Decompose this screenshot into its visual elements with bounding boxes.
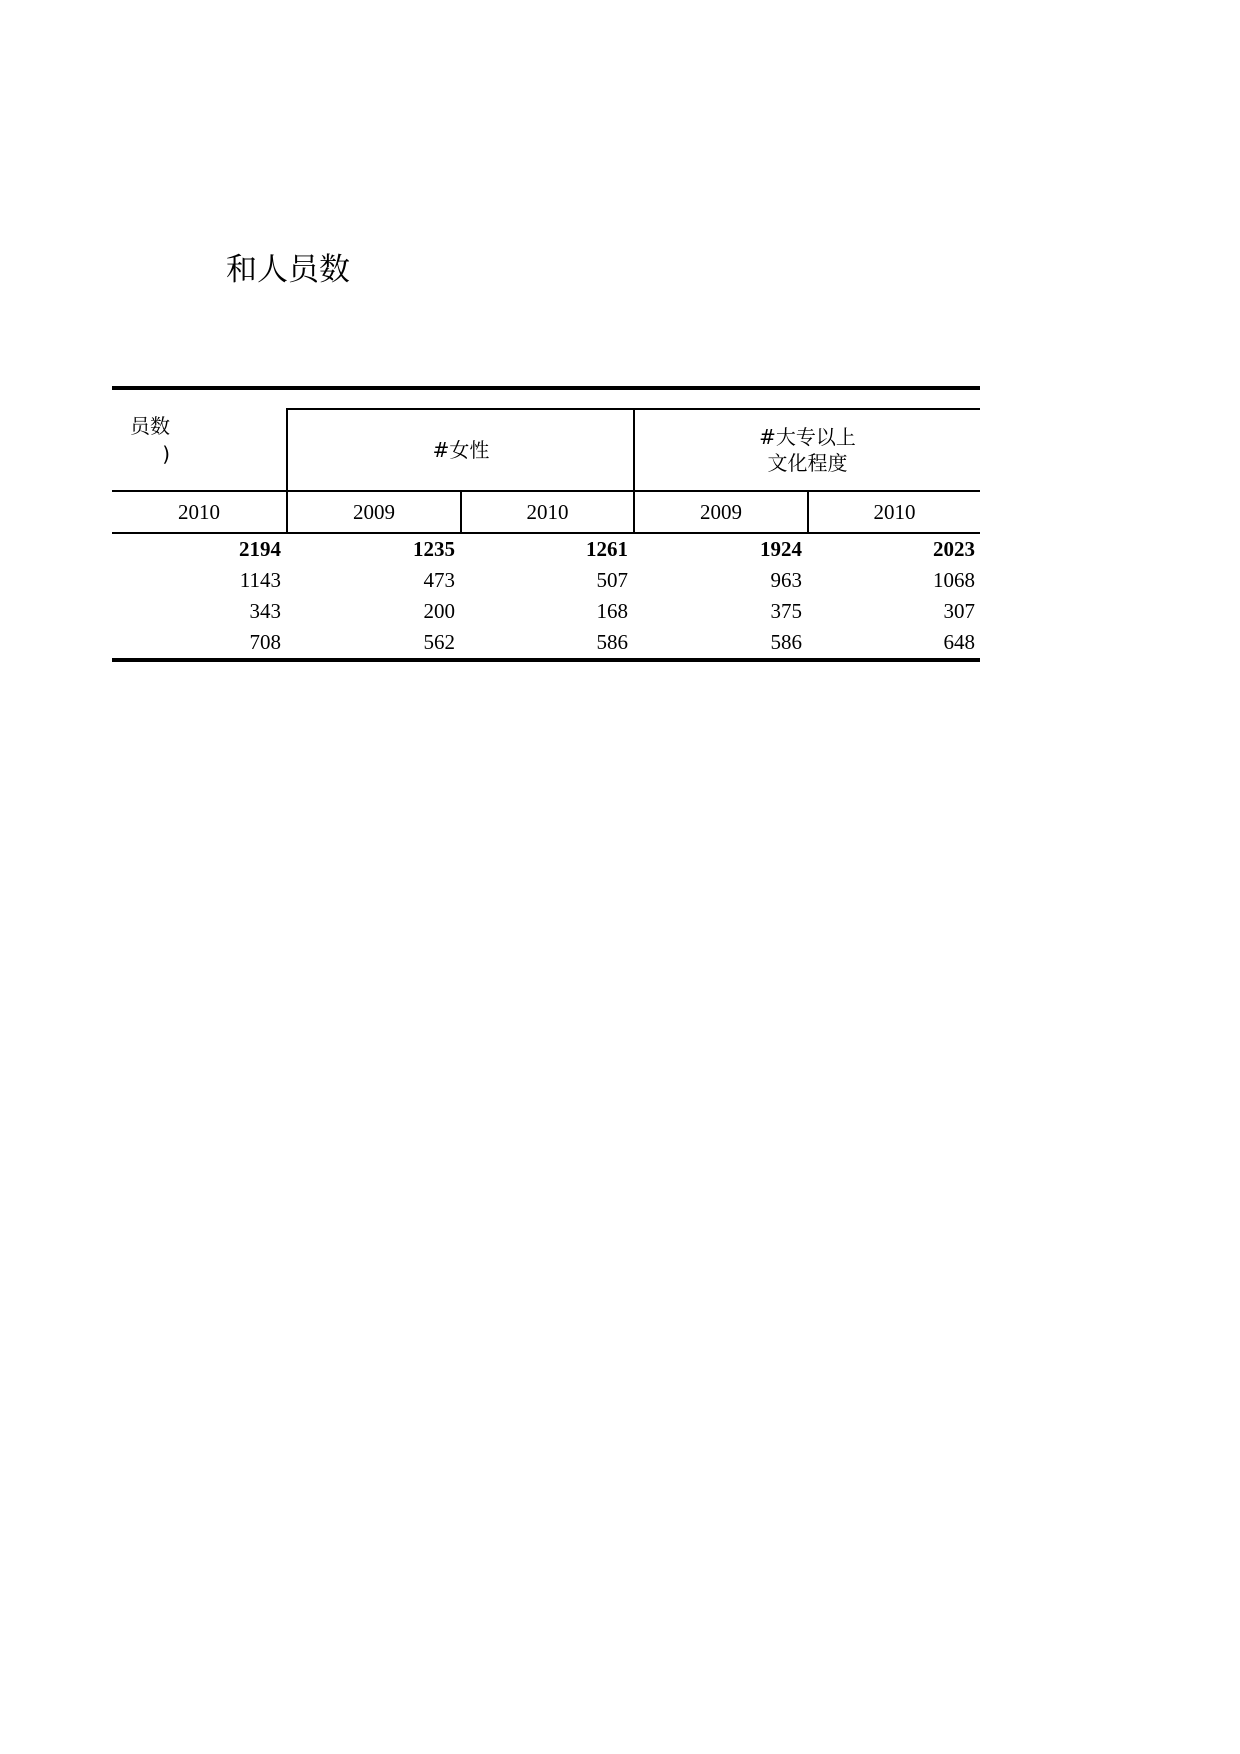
bottom-rule [112, 658, 980, 662]
top-rule [112, 386, 980, 390]
table-cell: 168 [596, 599, 628, 623]
table-cell: 1235 [413, 537, 455, 561]
table-cell: 2194 [239, 537, 281, 561]
header-college-line2: 文化程度 [767, 451, 848, 475]
table-cell: 963 [770, 568, 802, 592]
table-cell: 2023 [933, 537, 975, 561]
table-cell: 200 [423, 599, 455, 623]
year-header-row [112, 490, 980, 534]
table-cell: 307 [943, 599, 975, 623]
year-cell: 2010 [178, 500, 220, 524]
table-title-text: 和人员数 [226, 252, 350, 288]
header-total-staff-line1: 员数 [130, 414, 170, 438]
year-cell: 2010 [460, 492, 633, 532]
table-cell: 708 [249, 630, 281, 654]
table-cell: 1068 [933, 568, 975, 592]
table-cell: 586 [596, 630, 628, 654]
table-cell: 1261 [586, 537, 628, 561]
header-total-staff-line2: ) [162, 442, 170, 466]
year-cell: 2009 [286, 492, 460, 532]
header-college-line1: #大专以上 [759, 425, 856, 449]
header-college [633, 408, 980, 490]
table-row [112, 596, 980, 627]
table-row [112, 627, 980, 658]
table-title [102, 248, 362, 292]
table-cell: 507 [596, 568, 628, 592]
year-cell: 2009 [633, 492, 807, 532]
table-cell: 648 [943, 630, 975, 654]
table-cell: 562 [423, 630, 455, 654]
header-total-staff [102, 410, 286, 490]
table-cell: 1143 [239, 568, 281, 592]
table-cell: 1924 [760, 537, 802, 561]
table-row [112, 534, 980, 565]
table-cell: 375 [770, 599, 802, 623]
header-female [286, 408, 634, 490]
year-cell: 2010 [807, 492, 980, 532]
table-cell: 343 [249, 599, 281, 623]
header-female-label: #女性 [432, 438, 490, 462]
table-cell: 586 [770, 630, 802, 654]
table-cell: 473 [423, 568, 455, 592]
table-row [112, 565, 980, 596]
